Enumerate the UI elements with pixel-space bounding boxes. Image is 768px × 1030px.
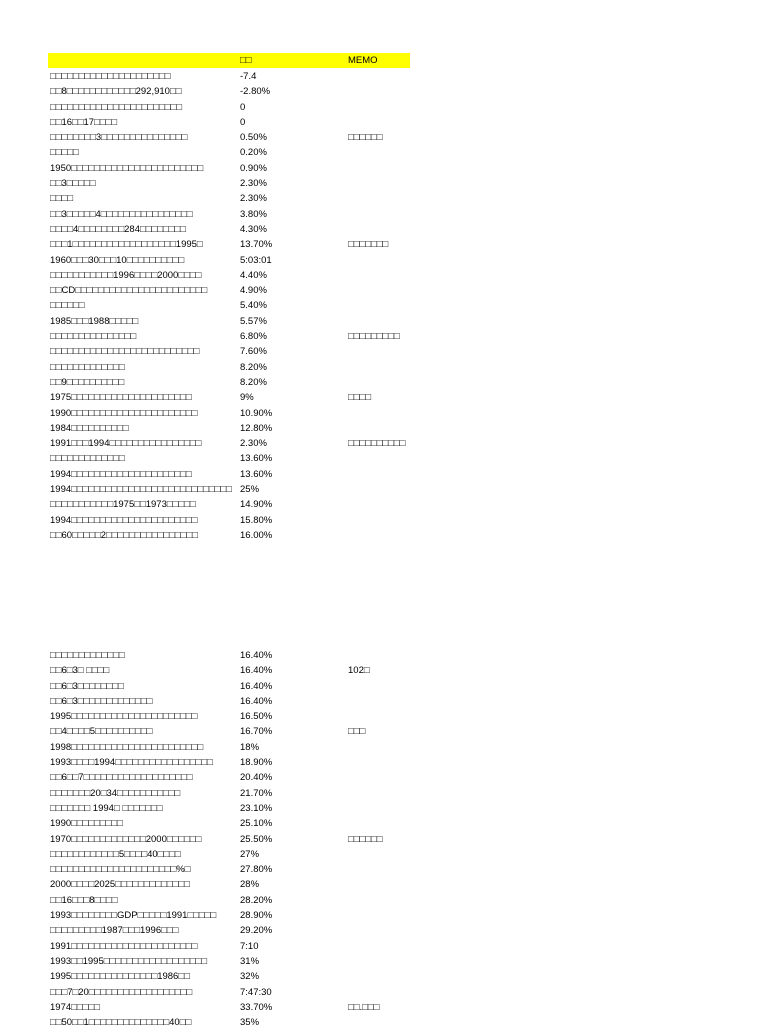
cell-description: 1991□□□□□□□□□□□□□□□□□□□□□□ xyxy=(50,940,198,952)
cell-description: □□□□□□□□□□□□□□□ xyxy=(50,331,137,343)
cell-memo: □□□□□□□□□ xyxy=(348,331,400,343)
table-row[interactable] xyxy=(48,939,468,954)
cell-description: □□□□□□□ 1994□ □□□□□□□ xyxy=(50,802,163,814)
table-row[interactable] xyxy=(48,344,468,359)
cell-description: 1994□□□□□□□□□□□□□□□□□□□□□ xyxy=(50,468,192,480)
table-row[interactable] xyxy=(48,84,468,99)
cell-value: 16.40% xyxy=(240,695,273,707)
cell-value: 4.30% xyxy=(240,223,267,235)
cell-description: 1970□□□□□□□□□□□□□2000□□□□□□ xyxy=(50,833,202,845)
table-row[interactable] xyxy=(48,176,468,191)
table-row[interactable] xyxy=(48,482,468,497)
table-row[interactable] xyxy=(48,528,468,543)
cell-memo: □□.□□□ xyxy=(348,1001,380,1013)
cell-value: 5:03:01 xyxy=(240,254,272,266)
table-row[interactable] xyxy=(48,69,468,84)
cell-description: □□□□□□□□□□□□□□□□□□□□□□□ xyxy=(50,101,182,113)
cell-value: 23.10% xyxy=(240,802,273,814)
table-row[interactable] xyxy=(48,161,468,176)
cell-value: 13.60% xyxy=(240,453,273,465)
cell-value: 4.40% xyxy=(240,269,267,281)
table-row[interactable] xyxy=(48,329,468,344)
table-row[interactable] xyxy=(48,497,468,512)
table-row[interactable] xyxy=(48,451,468,466)
cell-description: □□50□□1□□□□□□□□□□□□□□40□□ xyxy=(50,1017,192,1029)
table-row[interactable] xyxy=(48,1015,468,1030)
table-row[interactable] xyxy=(48,130,468,145)
cell-value: 29.20% xyxy=(240,925,273,937)
table-row[interactable] xyxy=(48,908,468,923)
cell-value: 31% xyxy=(240,955,260,967)
cell-value: 28.20% xyxy=(240,894,273,906)
cell-description: 1993□□□□□□□□GDP□□□□□1991□□□□□ xyxy=(50,910,217,922)
cell-description: □□3□□□□□4□□□□□□□□□□□□□□□□ xyxy=(50,208,193,220)
table-row[interactable] xyxy=(48,360,468,375)
table-row[interactable] xyxy=(48,923,468,938)
cell-value: 0 xyxy=(240,101,246,113)
table-row[interactable] xyxy=(48,724,468,739)
cell-value: 2.30% xyxy=(240,178,267,190)
cell-description: □□4□□□□5□□□□□□□□□□ xyxy=(50,726,153,738)
cell-value: 18.90% xyxy=(240,757,273,769)
cell-value: 6.80% xyxy=(240,331,267,343)
table-row[interactable] xyxy=(48,191,468,206)
cell-value: 20.40% xyxy=(240,772,273,784)
cell-description: 1995□□□□□□□□□□□□□□□□□□□□□□ xyxy=(50,711,198,723)
cell-value: 8.20% xyxy=(240,361,267,373)
table-row[interactable] xyxy=(48,847,468,862)
cell-description: 1974□□□□□ xyxy=(50,1001,100,1013)
cell-value: 25.50% xyxy=(240,833,273,845)
table-row[interactable] xyxy=(48,253,468,268)
cell-description: □□□□□□□□□□□□□ xyxy=(50,453,125,465)
data-block-lower xyxy=(48,648,468,1030)
table-row[interactable] xyxy=(48,115,468,130)
cell-value: 2.30% xyxy=(240,438,267,450)
table-row[interactable] xyxy=(48,145,468,160)
table-row[interactable] xyxy=(48,801,468,816)
table-row[interactable] xyxy=(48,207,468,222)
table-row[interactable] xyxy=(48,375,468,390)
cell-value: 16.40% xyxy=(240,665,273,677)
cell-description: □□□□□□□20□34□□□□□□□□□□□ xyxy=(50,787,181,799)
table-row[interactable] xyxy=(48,893,468,908)
cell-description: □□6□3□ □□□□ xyxy=(50,665,110,677)
cell-value: 33.70% xyxy=(240,1001,273,1013)
cell-description: □□□□□□□□□□□1996□□□□2000□□□□ xyxy=(50,269,202,281)
cell-value: 12.80% xyxy=(240,422,273,434)
cell-memo: □□□□□□□ xyxy=(348,239,389,251)
table-row[interactable] xyxy=(48,467,468,482)
table-row[interactable] xyxy=(48,390,468,405)
table-row[interactable] xyxy=(48,237,468,252)
table-row[interactable] xyxy=(48,770,468,785)
cell-description: □□6□3□□□□□□□□□□□□□ xyxy=(50,695,153,707)
table-row[interactable] xyxy=(48,969,468,984)
table-row[interactable] xyxy=(48,832,468,847)
cell-value: 27% xyxy=(240,848,260,860)
cell-value: 27.80% xyxy=(240,864,273,876)
table-row[interactable] xyxy=(48,513,468,528)
table-row[interactable] xyxy=(48,679,468,694)
table-row[interactable] xyxy=(48,222,468,237)
cell-description: 1990□□□□□□□□□□□□□□□□□□□□□□ xyxy=(50,407,198,419)
cell-value: -7.4 xyxy=(240,71,257,82)
cell-value: 16.40% xyxy=(240,650,273,661)
cell-value: 28.90% xyxy=(240,910,273,922)
cell-description: □□□□□□□□□□□□□□□□□□□□□□□□□□ xyxy=(50,346,200,358)
cell-value: 28% xyxy=(240,879,260,891)
cell-value: 10.90% xyxy=(240,407,273,419)
cell-description: 1993□□1995□□□□□□□□□□□□□□□□□□ xyxy=(50,955,208,967)
cell-description: □□CD□□□□□□□□□□□□□□□□□□□□□□□ xyxy=(50,285,208,297)
table-row[interactable] xyxy=(48,1000,468,1015)
table-row[interactable] xyxy=(48,648,468,663)
cell-description: 1960□□□30□□□10□□□□□□□□□□ xyxy=(50,254,185,266)
cell-value: 0.20% xyxy=(240,147,267,159)
cell-memo: 102□ xyxy=(348,665,370,677)
cell-description: □□□□□□□□□□□□□□□□□□□□□ xyxy=(50,71,171,82)
cell-description: 1975□□□□□□□□□□□□□□□□□□□□□ xyxy=(50,392,192,404)
cell-value: 0.50% xyxy=(240,132,267,144)
cell-value: 14.90% xyxy=(240,499,273,511)
table-row[interactable] xyxy=(48,985,468,1000)
cell-value: 9% xyxy=(240,392,254,404)
table-row[interactable] xyxy=(48,816,468,831)
cell-description: □□□7□20□□□□□□□□□□□□□□□□□□ xyxy=(50,986,193,998)
cell-value: 16.70% xyxy=(240,726,273,738)
table-row[interactable] xyxy=(48,100,468,115)
data-block-upper xyxy=(48,69,468,543)
cell-description: □□□□4□□□□□□□□284□□□□□□□□ xyxy=(50,223,186,235)
cell-value: 35% xyxy=(240,1017,260,1029)
cell-value: 16.50% xyxy=(240,711,273,723)
header-value: □□ xyxy=(240,55,252,66)
table-row[interactable] xyxy=(48,694,468,709)
cell-value: 25.10% xyxy=(240,818,273,830)
cell-description: 1994□□□□□□□□□□□□□□□□□□□□□□□□□□□□ xyxy=(50,484,232,496)
cell-description: □□6□□7□□□□□□□□□□□□□□□□□□□ xyxy=(50,772,193,784)
cell-value: -2.80% xyxy=(240,86,271,98)
cell-value: 13.60% xyxy=(240,468,273,480)
table-row[interactable] xyxy=(48,862,468,877)
cell-description: □□□1□□□□□□□□□□□□□□□□□□1995□ xyxy=(50,239,203,251)
table-row[interactable] xyxy=(48,268,468,283)
cell-description: □□□□□□□□□□□1975□□1973□□□□□ xyxy=(50,499,196,511)
cell-memo: □□□□□□ xyxy=(348,833,383,845)
cell-description: □□□□□□ xyxy=(50,300,85,312)
cell-value: 32% xyxy=(240,971,260,983)
cell-description: 1995□□□□□□□□□□□□□□□1986□□ xyxy=(50,971,190,983)
table-row[interactable] xyxy=(48,421,468,436)
table-row[interactable] xyxy=(48,740,468,755)
cell-value: 15.80% xyxy=(240,514,273,526)
cell-memo: □□□□□□ xyxy=(348,132,383,144)
cell-value: 0 xyxy=(240,116,246,128)
cell-value: 5.57% xyxy=(240,315,267,327)
cell-description: □□16□□□8□□□□ xyxy=(50,894,118,906)
cell-value: 0.90% xyxy=(240,162,267,174)
cell-description: 1950□□□□□□□□□□□□□□□□□□□□□□□ xyxy=(50,162,204,174)
cell-value: 16.40% xyxy=(240,680,273,692)
cell-value: 7.60% xyxy=(240,346,267,358)
cell-memo: □□□□ xyxy=(348,392,371,404)
header-memo: MEMO xyxy=(348,55,378,66)
cell-value: 21.70% xyxy=(240,787,273,799)
cell-description: □□□□□□□□□□□□□ xyxy=(50,361,125,373)
cell-value: 13.70% xyxy=(240,239,273,251)
cell-value: 8.20% xyxy=(240,376,267,388)
cell-description: □□□□□□□□3□□□□□□□□□□□□□□□ xyxy=(50,132,188,144)
cell-value: 7:10 xyxy=(240,940,259,952)
cell-description: □□□□□□□□□□□□□□□□□□□□□□%□ xyxy=(50,864,191,876)
cell-memo: □□□□□□□□□□ xyxy=(348,438,406,450)
cell-description: □□16□□17□□□□ xyxy=(50,116,118,128)
cell-description: □□□□□□□□□□□□5□□□□40□□□□ xyxy=(50,848,181,860)
table-row[interactable] xyxy=(48,406,468,421)
table-row[interactable] xyxy=(48,877,468,892)
cell-value: 25% xyxy=(240,484,260,496)
cell-value: 5.40% xyxy=(240,300,267,312)
table-row[interactable] xyxy=(48,709,468,724)
table-row[interactable] xyxy=(48,786,468,801)
table-row[interactable] xyxy=(48,755,468,770)
cell-value: 2.30% xyxy=(240,193,267,205)
cell-description: 1990□□□□□□□□□ xyxy=(50,818,123,830)
cell-memo: □□□ xyxy=(348,726,366,738)
cell-description: □□□□□□□□□1987□□□1996□□□ xyxy=(50,925,179,937)
cell-value: 16.00% xyxy=(240,529,273,541)
cell-description: □□□□□□□□□□□□□ xyxy=(50,650,125,661)
cell-description: □□□□□ xyxy=(50,147,79,159)
table-row[interactable] xyxy=(48,436,468,451)
cell-description: 1984□□□□□□□□□□ xyxy=(50,422,129,434)
cell-description: 1993□□□□1994□□□□□□□□□□□□□□□□□ xyxy=(50,757,213,769)
cell-description: □□9□□□□□□□□□□ xyxy=(50,376,125,388)
cell-value: 7:47:30 xyxy=(240,986,272,998)
cell-value: 4.90% xyxy=(240,285,267,297)
table-row[interactable] xyxy=(48,663,468,678)
cell-value: 3.80% xyxy=(240,208,267,220)
header-row xyxy=(48,53,410,68)
cell-description: □□□□ xyxy=(50,193,73,205)
table-row[interactable] xyxy=(48,954,468,969)
cell-description: □□8□□□□□□□□□□□□292,910□□ xyxy=(50,86,182,98)
cell-description: 1994□□□□□□□□□□□□□□□□□□□□□□ xyxy=(50,514,198,526)
cell-description: 1985□□□1988□□□□□ xyxy=(50,315,139,327)
cell-description: 1998□□□□□□□□□□□□□□□□□□□□□□□ xyxy=(50,741,204,753)
cell-value: 18% xyxy=(240,741,260,753)
cell-description: □□6□3□□□□□□□□ xyxy=(50,680,124,692)
cell-description: □□3□□□□□ xyxy=(50,178,96,190)
cell-description: 1991□□□1994□□□□□□□□□□□□□□□□ xyxy=(50,438,202,450)
table-row[interactable] xyxy=(48,298,468,313)
cell-description: □□60□□□□□2□□□□□□□□□□□□□□□□ xyxy=(50,529,198,541)
table-row[interactable] xyxy=(48,314,468,329)
cell-description: 2000□□□□2025□□□□□□□□□□□□□ xyxy=(50,879,190,891)
table-row[interactable] xyxy=(48,283,468,298)
